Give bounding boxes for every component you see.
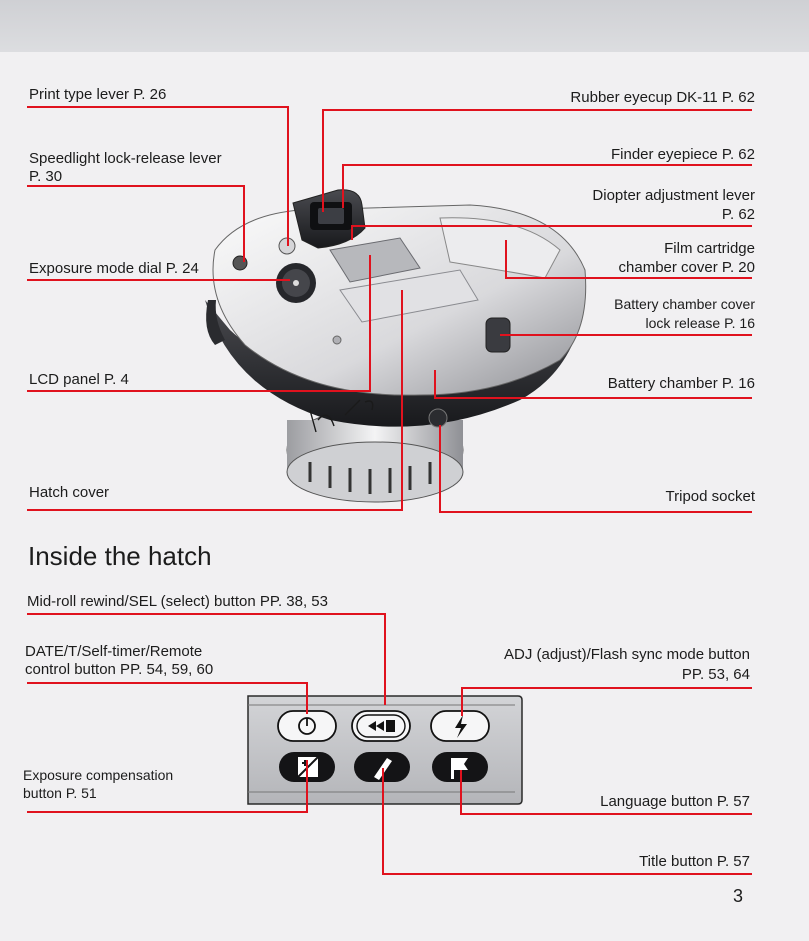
label-adj-line2: PP. 53, 64: [681, 666, 750, 683]
label-speedlight-line1: Speedlight lock-release lever: [29, 150, 222, 167]
label-battery-cover-line1: Battery chamber cover: [614, 296, 755, 312]
label-midroll-rewind: Mid-roll rewind/SEL (select) button PP. 38, 53: [27, 593, 328, 610]
label-rubber-eyecup: Rubber eyecup DK-11 P. 62: [570, 89, 755, 106]
page-number: 3: [733, 886, 744, 906]
label-tripod-socket: Tripod socket: [665, 488, 755, 505]
label-date-line2: control button PP. 54, 59, 60: [25, 661, 214, 678]
section-title-inside-hatch: Inside the hatch: [28, 541, 212, 571]
label-expcomp-line2: button P. 51: [23, 785, 97, 801]
label-expcomp-line1: Exposure compensation: [23, 767, 174, 783]
label-language-button: Language button P. 57: [600, 793, 750, 810]
hatch-panel-illustration: [248, 696, 522, 804]
label-battery-cover-line2: lock release P. 16: [645, 315, 755, 331]
label-film-line2: chamber cover P. 20: [618, 259, 755, 276]
label-diopter-line1: Diopter adjustment lever: [592, 187, 755, 204]
label-print-type-lever: Print type lever P. 26: [29, 86, 167, 103]
label-diopter-line2: P. 62: [721, 206, 755, 223]
label-lcd-panel: LCD panel P. 4: [29, 371, 129, 388]
label-film-line1: Film cartridge: [664, 240, 755, 257]
label-hatch-cover: Hatch cover: [29, 484, 110, 501]
label-speedlight-line2: P. 30: [29, 168, 63, 185]
label-adj-line1: ADJ (adjust)/Flash sync mode button: [504, 646, 750, 663]
camera-illustration: [205, 190, 586, 502]
label-battery-chamber: Battery chamber P. 16: [607, 375, 755, 392]
label-date-line1: DATE/T/Self-timer/Remote: [25, 643, 203, 660]
label-finder-eyepiece: Finder eyepiece P. 62: [611, 146, 755, 163]
label-exposure-mode-dial: Exposure mode dial P. 24: [29, 260, 199, 277]
label-title-button: Title button P. 57: [639, 853, 750, 870]
